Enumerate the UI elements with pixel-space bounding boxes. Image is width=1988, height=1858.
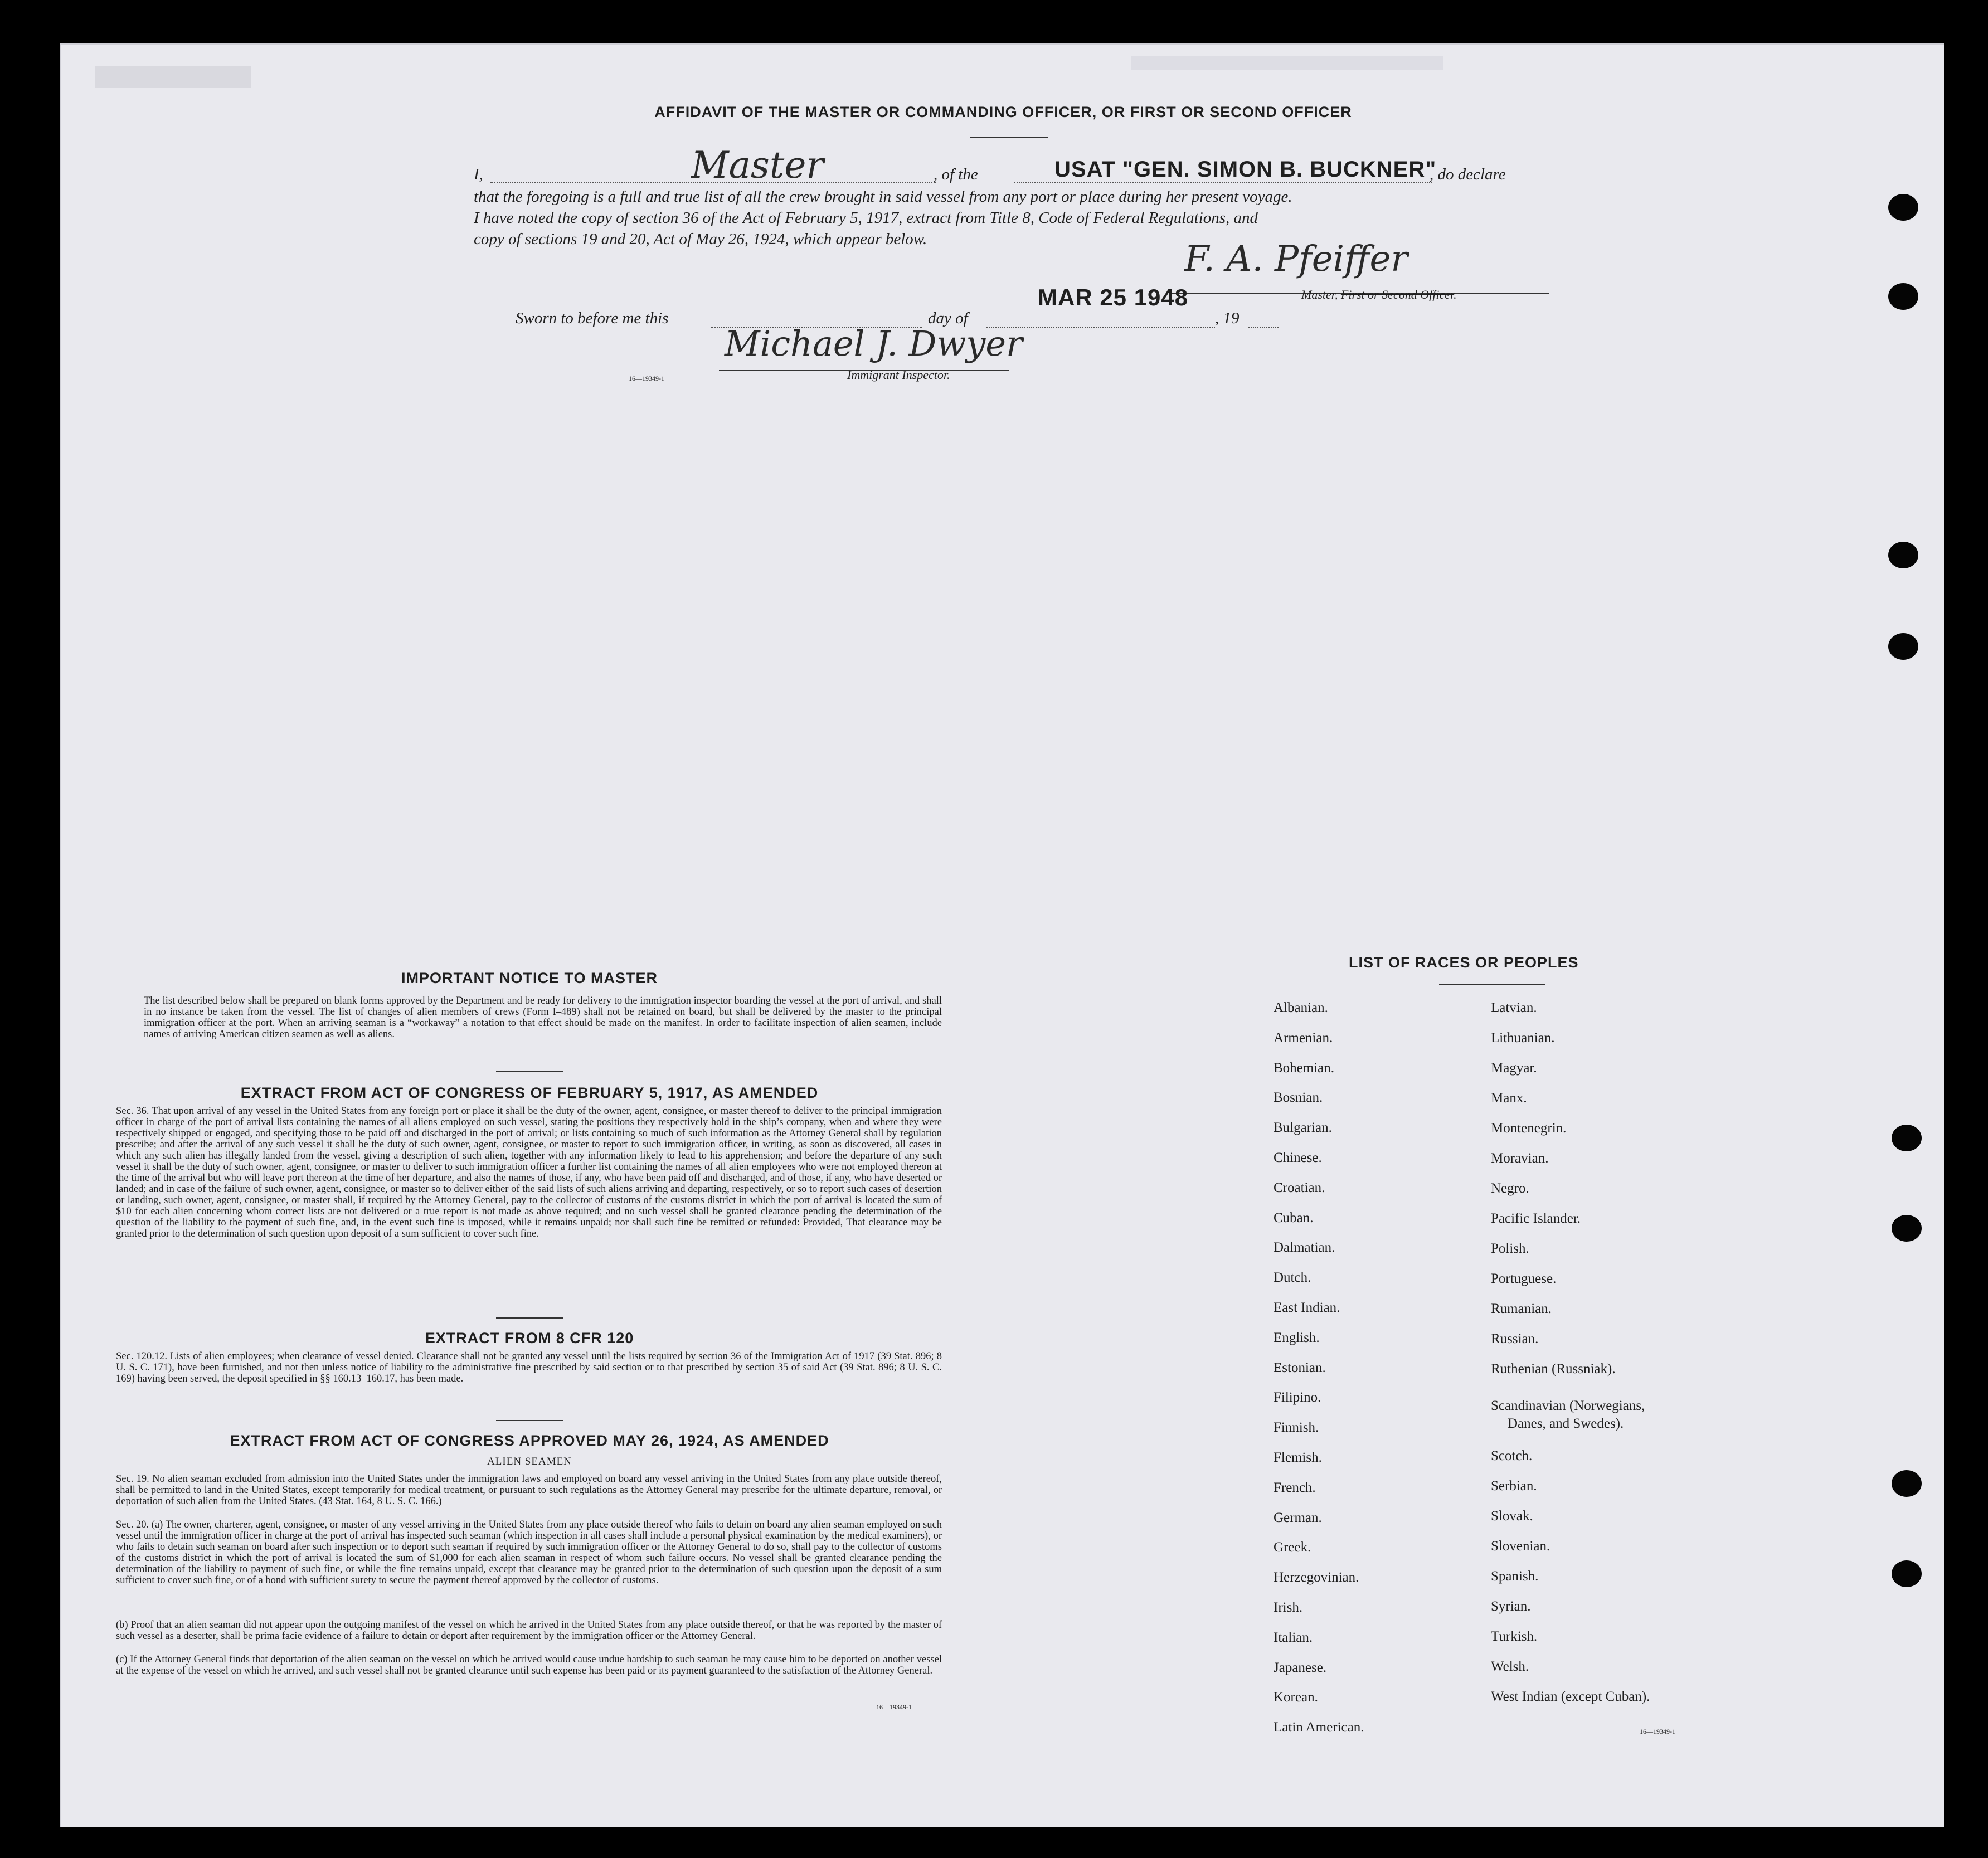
race-item-right: Pacific Islander. (1491, 1211, 1581, 1226)
race-item-left: Italian. (1274, 1630, 1313, 1645)
race-item-left: Chinese. (1274, 1150, 1322, 1165)
extract-cfr-title: EXTRACT FROM 8 CFR 120 (425, 1330, 634, 1346)
inspector-caption: Immigrant Inspector. (847, 368, 950, 382)
race-item-right: Scotch. (1491, 1448, 1533, 1463)
race-item-right: Lithuanian. (1491, 1030, 1555, 1045)
date-stamp: MAR 25 1948 (1038, 284, 1189, 310)
inspector-signature: Michael J. Dwyer (725, 323, 1023, 364)
race-item-left: Bosnian. (1274, 1090, 1323, 1106)
race-item-right: Spanish. (1491, 1569, 1539, 1584)
race-item-left: Dutch. (1274, 1270, 1311, 1286)
binder-hole (1888, 542, 1918, 568)
race-item-left: Flemish. (1274, 1450, 1322, 1465)
race-item-left: Estonian. (1274, 1360, 1326, 1375)
year-blank (1248, 327, 1279, 328)
race-item-right: Welsh. (1491, 1659, 1529, 1674)
race-item-left: Irish. (1274, 1600, 1303, 1615)
title-divider (970, 137, 1048, 138)
rank-handwritten: Master (691, 144, 824, 187)
race-item-left: Latin American. (1274, 1720, 1364, 1735)
do-declare-label: , do declare (1430, 166, 1506, 183)
alien-seamen-subtitle: ALIEN SEAMEN (487, 1456, 572, 1467)
caption-master: Master, (1301, 288, 1341, 301)
race-item-right: Magyar. (1491, 1061, 1537, 1076)
race-item-right: West Indian (except Cuban). (1491, 1689, 1650, 1704)
notice-text: The list described below shall be prepared on blank forms approved by the Department and be ready for delivery to the immigration inspector boarding the vessel at the port of arrival, and shall in no instance be taken from the vessel. The list of changes of alien members of crews (Form I–489) shall not be retained on board, but shall be delivered by the master to the principal immigration officer at the port. When an arriving seaman is a “workaway” a notation to that effect should be made on the manifest. In order to facilitate inspection of alien seamen, include names of arriving American citizen seamen as well as aliens. (144, 995, 942, 1040)
race-item-right: Ruthenian (Russniak). (1491, 1361, 1616, 1377)
of-the-label: , of the (934, 166, 978, 183)
race-item-right: Russian. (1491, 1331, 1539, 1346)
left-form-number: 16—19349-1 (876, 1703, 912, 1711)
races-title: LIST OF RACES OR PEOPLES (1349, 954, 1579, 971)
caption-struck-officer: First or Second Officer (1340, 288, 1454, 301)
day-of-label: day of (928, 309, 968, 327)
race-item-right: Scandinavian (Norwegians, (1491, 1398, 1645, 1413)
race-item-right: Portuguese. (1491, 1271, 1557, 1286)
binder-hole (1892, 1560, 1922, 1587)
race-item-right: Latvian. (1491, 1000, 1537, 1015)
faded-header-mark (1131, 56, 1443, 70)
race-item-left: Herzegovinian. (1274, 1570, 1359, 1585)
year-label: , 19 (1215, 309, 1240, 327)
binder-hole (1888, 283, 1918, 310)
declaration-line-3: I have noted the copy of section 36 of the Act of February 5, 1917, extract from Title 8, Code of Federal Regulations, and (474, 209, 1258, 227)
race-item-right: Manx. (1491, 1091, 1527, 1106)
race-item-left: Greek. (1274, 1540, 1311, 1555)
races-divider (1439, 984, 1545, 985)
race-item-left: Albanian. (1274, 1000, 1328, 1015)
vessel-name-stamp: USAT "GEN. SIMON B. BUCKNER" (1054, 157, 1437, 182)
race-item-right: Slovak. (1491, 1509, 1533, 1524)
binder-hole (1892, 1215, 1922, 1242)
race-item-left: French. (1274, 1480, 1316, 1495)
caption-end: . (1454, 288, 1457, 301)
race-item-right: Serbian. (1491, 1478, 1537, 1494)
race-item-left: Bohemian. (1274, 1060, 1335, 1076)
sec19-text: Sec. 19. No alien seaman excluded from admission into the United States under the immigration laws and employed on board any vessel arriving in the United States from any place outside thereof, shall be permitted to land in the United States, except temporarily for medical treatment, or pursuant to such regulations as the Attorney General may prescribe for the ultimate departure, removal, or deportation of such alien from the United States. (43 Stat. 164, 8 U. S. C. 166.) (116, 1473, 942, 1507)
race-item-right: Polish. (1491, 1241, 1529, 1256)
extract-1917-text: Sec. 36. That upon arrival of any vessel in the United States from any foreign port or place it shall be the duty of the owner, agent, consignee, or master thereof to deliver to the principal immigration officer in charge of the port of arrival lists containing the names of all aliens employed on such vessel, stating the positions they respectively hold in the ship’s company, when and where they were respectively shipped or engaged, and specifying those to be paid off and discharged in the port of arrival; or lists containing so much of such information as the Attorney General shall by regulation prescribe; and after the arrival of any such vessel it shall be the duty of such owner, agent, consignee, or master to report to such immigration officer, in writing, as soon as discovered, all cases in which any such alien has illegally landed from the vessel, giving a description of such alien, together with any information likely to lead to his apprehension; and before the departure of any such vessel it shall be the duty of such owner, agent, consignee, or master to deliver to such immigration officer a further list containing the names of all alien employees who were not employed thereon at the time of the arrival but who will leave port thereon at the time of her departure, and also the names of those, if any, who have been paid off and discharged, and of those, if any, who have deserted or landed; and in case of the failure of such owner, agent, consignee, or master so to deliver either of the said lists of such aliens arriving and departing, respectively, or so to report such cases of desertion or landing, such owner, agent, consignee, or master shall, if required by the Attorney General, pay to the collector of customs of the customs district in which the port of arrival is located the sum of $10 for each alien concerning whom correct lists are not delivered or a true report is not made as above required; and no such vessel shall be granted clearance pending the determination of the question of the liability to the payment of such fine, and, in the event such fine is imposed, while it remains unpaid; nor shall such fine be remitted or refunded: Provided, That clearance may be granted prior to the determination of such question upon deposit of a sum sufficient to cover such fine. (116, 1106, 942, 1239)
race-item-right: Slovenian. (1491, 1539, 1550, 1554)
race-item-left: Korean. (1274, 1690, 1318, 1705)
declaration-line-2: that the foregoing is a full and true list of all the crew brought in said vessel from any port or place during her present voyage. (474, 188, 1292, 206)
signature-caption (1301, 288, 1457, 302)
race-item-right: Negro. (1491, 1181, 1529, 1196)
extract-1924-title: EXTRACT FROM ACT OF CONGRESS APPROVED MAY 26, 1924, AS AMENDED (230, 1432, 829, 1449)
master-signature: F. A. Pfeiffer (1184, 239, 1408, 280)
binder-hole (1892, 1125, 1922, 1151)
binder-hole (1888, 633, 1918, 660)
race-item-left: Dalmatian. (1274, 1240, 1335, 1256)
race-item-left: Croatian. (1274, 1180, 1325, 1195)
declaration-line-4: copy of sections 19 and 20, Act of May 26, 1924, which appear below. (474, 230, 927, 248)
affidavit-form-number: 16—19349-1 (629, 374, 664, 382)
binder-hole (1892, 1470, 1922, 1497)
race-item-right: Rumanian. (1491, 1301, 1552, 1316)
sec20a-text: Sec. 20. (a) The owner, charterer, agent, consignee, or master of any vessel arriving in the United States from any place outside thereof who fails to detain on board any alien seaman employed on such vessel until the immigration officer in charge at the port of arrival has inspected such seaman (which inspection in all cases shall include a personal physical examination by the medical examiners), or who fails to detain such seaman on board after such inspection or to deport such seaman if required by such immigration officer or the Attorney General to do so, shall pay to the collector of customs of the customs district in which the port of arrival is located the sum of $1,000 for each alien seaman in respect of whom such failure occurs. No vessel shall be granted clearance pending the determination of the liability to payment of such fine, or while the fine remains unpaid, except that clearance may be granted prior to the determination of such question upon the deposit of a sum sufficient to cover such fine, or of a bond with sufficient surety to secure the payment thereof approved by the collector of customs. (116, 1519, 942, 1586)
race-item-left: Finnish. (1274, 1420, 1319, 1436)
notice-title: IMPORTANT NOTICE TO MASTER (401, 970, 658, 986)
extract-cfr-text: Sec. 120.12. Lists of alien employees; when clearance of vessel denied. Clearance shall not be granted any vessel until the lists required by section 36 of the Immigration Act of 1917 (39 Stat. 896; 8 U. S. C. 171), have been furnished, and not then unless notice of liability to the administrative fine prescribed by said section or to that prescribed by section 35 of said Act (39 Stat. 896; 8 U. S. C. 169) having been served, the deposit specified in §§ 160.13–160.17, has been made. (116, 1351, 942, 1384)
race-item-left: English. (1274, 1330, 1320, 1345)
race-item-left: Armenian. (1274, 1030, 1333, 1045)
sec20c-text: (c) If the Attorney General finds that deportation of the alien seaman on the vessel on which he arrived would cause undue hardship to such seaman he may cause him to be deported on another vessel at the expense of the vessel on which he arrived, and such vessel shall not be granted clearance until such expense has been paid or its payment guaranteed to the satisfaction of the Attorney General. (116, 1654, 942, 1676)
declaration-i: I, (474, 166, 483, 183)
binder-hole (1888, 194, 1918, 221)
race-item-left: East Indian. (1274, 1300, 1340, 1315)
race-item-left: German. (1274, 1510, 1322, 1525)
extract-1917-title: EXTRACT FROM ACT OF CONGRESS OF FEBRUARY 5, 1917, AS AMENDED (240, 1084, 819, 1101)
sec20b-text: (b) Proof that an alien seaman did not appear upon the outgoing manifest of the vessel on which he arrived in the United States from any place outside thereof, or that he was reported by the master of such vessel as a deserter, shall be prima facie evidence of a failure to detain or deport after requirement by the immigration officer or the Attorney General. (116, 1619, 942, 1642)
race-item-right: Danes, and Swedes). (1508, 1416, 1624, 1431)
race-item-right: Moravian. (1491, 1151, 1549, 1166)
race-item-left: Cuban. (1274, 1210, 1314, 1225)
races-form-number: 16—19349-1 (1640, 1728, 1675, 1735)
notice-divider (496, 1071, 563, 1072)
extract-1917-divider (496, 1317, 563, 1319)
sworn-label: Sworn to before me this (516, 309, 669, 327)
race-item-left: Bulgarian. (1274, 1120, 1332, 1136)
race-item-right: Montenegrin. (1491, 1121, 1567, 1136)
race-item-left: Japanese. (1274, 1660, 1327, 1675)
race-item-left: Filipino. (1274, 1390, 1321, 1405)
race-item-right: Syrian. (1491, 1599, 1531, 1614)
affidavit-title: AFFIDAVIT OF THE MASTER OR COMMANDING OFFICER, OR FIRST OR SECOND OFFICER (654, 104, 1352, 120)
extract-cfr-divider (496, 1420, 563, 1421)
race-item-right: Turkish. (1491, 1629, 1538, 1644)
faded-corner-mark (95, 66, 251, 88)
